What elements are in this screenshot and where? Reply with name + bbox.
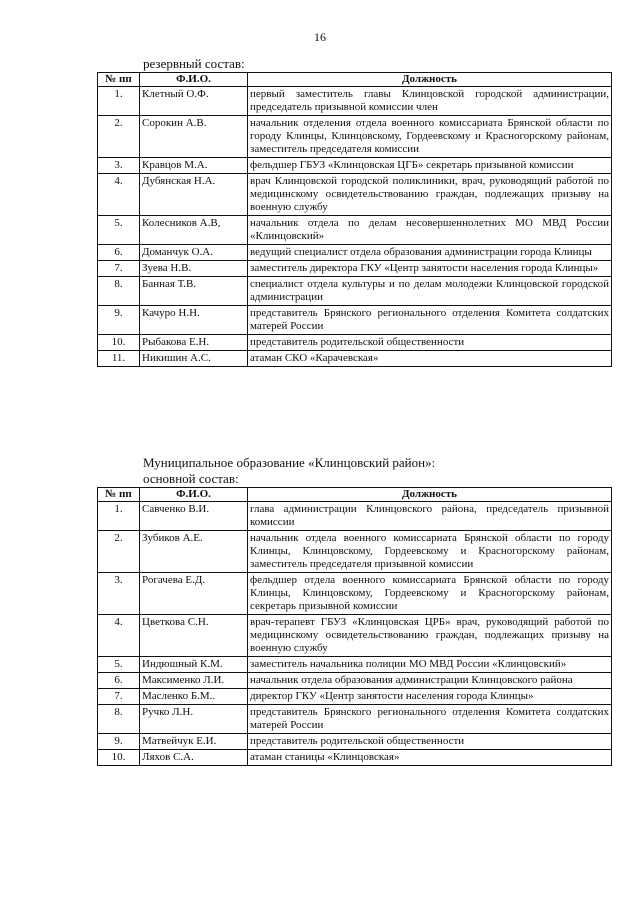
member-name: Никишин А.С. (140, 351, 248, 367)
row-number: 1. (98, 502, 140, 531)
header-num: № пп (98, 73, 140, 87)
member-name: Дубянская Н.А. (140, 174, 248, 216)
member-name: Качуро Н.Н. (140, 306, 248, 335)
member-position: атаман станицы «Клинцовская» (248, 750, 612, 766)
table-row (98, 615, 612, 657)
member-name: Сорокин А.В. (140, 116, 248, 158)
row-number: 6. (98, 673, 140, 689)
member-position: врач Клинцовской городской поликлиники, врач, руководящий работой по медицинскому освидетельствованию граждан, подлежащих призыву на военную службу (248, 174, 612, 216)
member-position: врач-терапевт ГБУЗ «Клинцовская ЦРБ» врач, руководящий работой по медицинскому освидетельствованию граждан, подлежащих призыву на военную службу (248, 615, 612, 657)
row-number: 9. (98, 306, 140, 335)
table-row (98, 750, 612, 766)
member-position: заместитель начальника полиции МО МВД России «Клинцовский» (248, 657, 612, 673)
member-position: ведущий специалист отдела образования администрации города Клинцы (248, 245, 612, 261)
table-row (98, 502, 612, 531)
row-number: 7. (98, 261, 140, 277)
page-number: 16 (314, 30, 326, 44)
table-row (98, 657, 612, 673)
main-members-table (97, 487, 612, 766)
member-position: начальник отдела образования администрации Клинцовского района (248, 673, 612, 689)
member-name: Индюшный К.М. (140, 657, 248, 673)
header-num: № пп (98, 488, 140, 502)
table-row (98, 245, 612, 261)
row-number: 7. (98, 689, 140, 705)
member-name: Ручко Л.Н. (140, 705, 248, 734)
member-name: Рогачева Е.Д. (140, 573, 248, 615)
member-name: Савченко В.И. (140, 502, 248, 531)
caption-line: Муниципальное образование «Клинцовский район»: (143, 455, 436, 470)
member-position: заместитель директора ГКУ «Центр занятости населения города Клинцы» (248, 261, 612, 277)
table-row (98, 734, 612, 750)
district-caption (143, 455, 435, 487)
member-name: Матвейчук Е.И. (140, 734, 248, 750)
member-name: Клетный О.Ф. (140, 87, 248, 116)
member-position: начальник отдела военного комиссариата Брянской области по городу Клинцы, Клинцовскому, Гордеевскому и Красногорскому районам, заместитель председателя призывной комиссии (248, 531, 612, 573)
header-position: Должность (248, 488, 612, 502)
member-position: атаман СКО «Карачевская» (248, 351, 612, 367)
table-row (98, 689, 612, 705)
table-row (98, 705, 612, 734)
row-number: 10. (98, 335, 140, 351)
row-number: 6. (98, 245, 140, 261)
table-row (98, 573, 612, 615)
member-position: фельдшер отдела военного комиссариата Брянской области по городу Клинцы, Клинцовскому, Гордеевскому и Красногорскому районам, секретарь призывной комиссии (248, 573, 612, 615)
caption-line: основной состав: (143, 471, 239, 486)
table-row (98, 216, 612, 245)
row-number: 2. (98, 116, 140, 158)
table-row (98, 335, 612, 351)
row-number: 2. (98, 531, 140, 573)
member-position: начальник отделения отдела военного комиссариата Брянской области по городу Клинцы, Клинцовскому, Гордеевскому и Красногорскому районам, заместитель председателя комиссии (248, 116, 612, 158)
table-row (98, 351, 612, 367)
table-row (98, 531, 612, 573)
member-position: начальник отдела по делам несовершеннолетних МО МВД России «Клинцовский» (248, 216, 612, 245)
row-number: 5. (98, 216, 140, 245)
header-name: Ф.И.О. (140, 488, 248, 502)
member-name: Доманчук О.А. (140, 245, 248, 261)
member-position: специалист отдела культуры и по делам молодежи Клинцовской городской администрации (248, 277, 612, 306)
table-row (98, 116, 612, 158)
row-number: 4. (98, 615, 140, 657)
caption-line: резервный состав: (143, 56, 245, 71)
member-name: Зубиков А.Е. (140, 531, 248, 573)
member-name: Рыбакова Е.Н. (140, 335, 248, 351)
table-row (98, 174, 612, 216)
member-name: Колесников А.В, (140, 216, 248, 245)
header-name: Ф.И.О. (140, 73, 248, 87)
member-name: Цветкова С.Н. (140, 615, 248, 657)
member-position: представитель Брянского регионального отделения Комитета солдатских матерей России (248, 705, 612, 734)
table-row (98, 673, 612, 689)
member-position: представитель родительской общественности (248, 734, 612, 750)
table-row (98, 277, 612, 306)
member-position: глава администрации Клинцовского района, председатель призывной комиссии (248, 502, 612, 531)
reserve-members-table (97, 72, 612, 367)
row-number: 8. (98, 277, 140, 306)
table-row (98, 87, 612, 116)
table-header-row (98, 488, 612, 502)
member-name: Масленко Б.М.. (140, 689, 248, 705)
member-name: Максименко Л.И. (140, 673, 248, 689)
row-number: 1. (98, 87, 140, 116)
row-number: 9. (98, 734, 140, 750)
row-number: 11. (98, 351, 140, 367)
table-row (98, 261, 612, 277)
row-number: 4. (98, 174, 140, 216)
row-number: 5. (98, 657, 140, 673)
member-position: фельдшер ГБУЗ «Клинцовская ЦГБ» секретарь призывной комиссии (248, 158, 612, 174)
row-number: 10. (98, 750, 140, 766)
member-position: представитель Брянского регионального отделения Комитета солдатских матерей России (248, 306, 612, 335)
member-name: Ляхов С.А. (140, 750, 248, 766)
reserve-caption (143, 56, 245, 72)
member-name: Зуева Н.В. (140, 261, 248, 277)
member-position: первый заместитель главы Клинцовской городской администрации, председатель призывной комиссии член (248, 87, 612, 116)
table-row (98, 306, 612, 335)
member-name: Банная Т.В. (140, 277, 248, 306)
member-position: представитель родительской общественности (248, 335, 612, 351)
row-number: 8. (98, 705, 140, 734)
table-row (98, 158, 612, 174)
member-name: Кравцов М.А. (140, 158, 248, 174)
table-body (98, 502, 612, 766)
row-number: 3. (98, 573, 140, 615)
table-header-row (98, 73, 612, 87)
table-body (98, 87, 612, 367)
row-number: 3. (98, 158, 140, 174)
header-position: Должность (248, 73, 612, 87)
member-position: директор ГКУ «Центр занятости населения города Клинцы» (248, 689, 612, 705)
